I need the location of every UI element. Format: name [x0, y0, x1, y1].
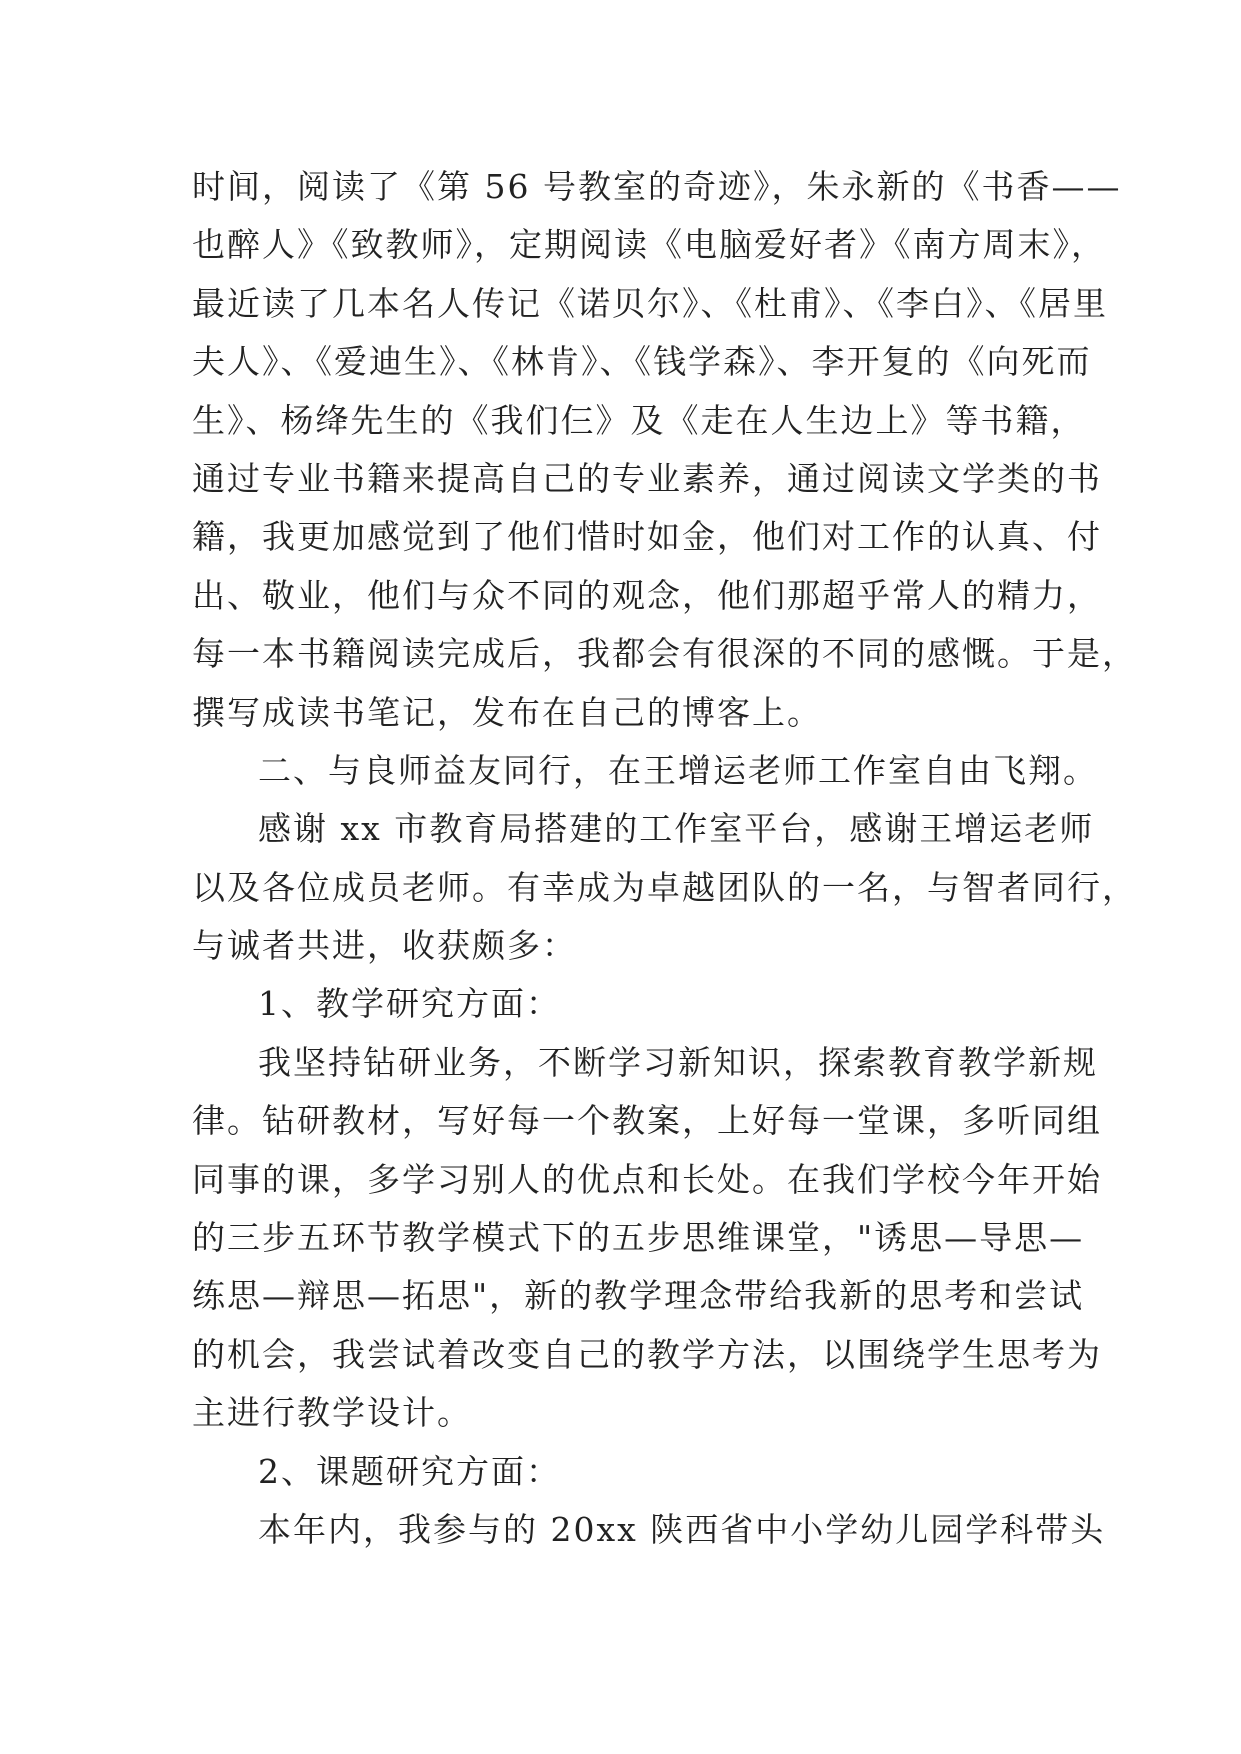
text-line: 的机会，我尝试着改变自己的教学方法，以围绕学生思考为	[192, 1334, 1102, 1374]
subsection-heading: 2、课题研究方面：	[258, 1451, 561, 1491]
text-line: 撰写成读书笔记，发布在自己的博客上。	[192, 692, 822, 732]
text-line: 同事的课，多学习别人的优点和长处。在我们学校今年开始	[192, 1159, 1102, 1199]
text-line: 通过专业书籍来提高自己的专业素养，通过阅读文学类的书	[192, 458, 1102, 498]
text-line: 生》、杨绛先生的《我们仨》及《走在人生边上》等书籍，	[192, 400, 1086, 440]
text-line: 本年内，我参与的 20xx 陕西省中小学幼儿园学科带头	[258, 1509, 1106, 1549]
text-line: 夫人》、《爱迪生》、《林肯》、《钱学森》、李开复的《向死而	[192, 342, 1092, 382]
text-line: 每一本书籍阅读完成后，我都会有很深的不同的感慨。于是，	[192, 634, 1137, 674]
text-line: 出、敬业，他们与众不同的观念，他们那超乎常人的精力，	[192, 575, 1102, 615]
text-line: 与诚者共进，收获颇多：	[192, 926, 577, 966]
text-line: 感谢 xx 市教育局搭建的工作室平台，感谢王增运老师	[258, 809, 1095, 849]
text-line: 也醉人》《致教师》，定期阅读《电脑爱好者》《南方周末》，	[192, 225, 1106, 265]
text-line: 最近读了几本名人传记《诺贝尔》、《杜甫》、《李白》、《居里	[192, 283, 1108, 323]
text-line: 律。钻研教材，写好每一个教案，上好每一堂课，多听同组	[192, 1101, 1102, 1141]
text-line: 的三步五环节教学模式下的五步思维课堂，"诱思—导思—	[192, 1218, 1085, 1258]
text-line: 籍，我更加感觉到了他们惜时如金，他们对工作的认真、付	[192, 517, 1102, 557]
text-line: 主进行教学设计。	[192, 1393, 472, 1433]
text-line: 练思—辩思—拓思"，新的教学理念带给我新的思考和尝试	[192, 1276, 1085, 1316]
document-body	[192, 158, 1137, 1559]
text-line: 我坚持钻研业务，不断学习新知识，探索教育教学新规	[258, 1042, 1098, 1082]
section-heading: 二、与良师益友同行，在王增运老师工作室自由飞翔。	[258, 750, 1098, 790]
text-line: 时间，阅读了《第 56 号教室的奇迹》，朱永新的《书香——	[192, 167, 1122, 206]
subsection-heading: 1、教学研究方面：	[258, 984, 561, 1024]
text-line: 以及各位成员老师。有幸成为卓越团队的一名，与智者同行，	[192, 867, 1137, 907]
